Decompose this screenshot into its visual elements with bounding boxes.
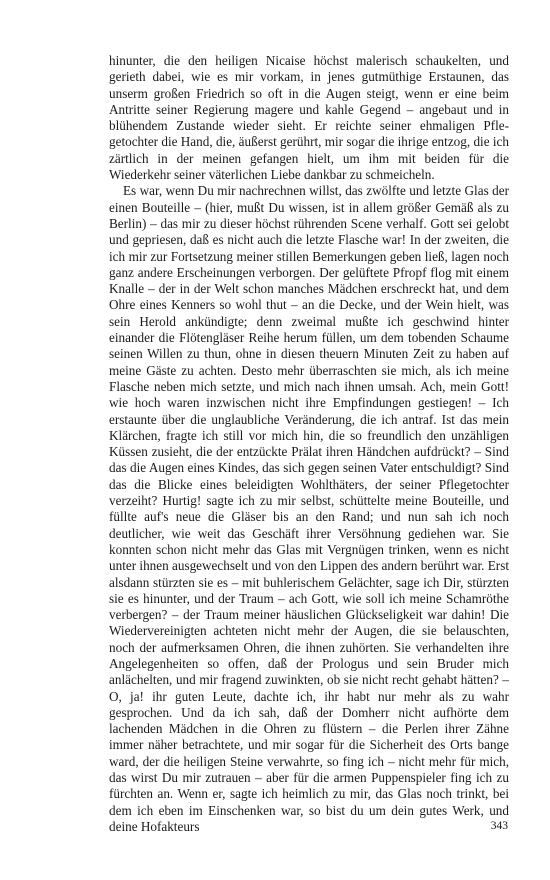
body-text	[109, 53, 509, 835]
paragraph: Es war, wenn Du mir nachrechnen willst, das zwölfte und letzte Glas der einen Bouteille – (hier, mußt Du wissen, ist in allem größer Gemäß als zu Berlin) – das mir zu dieser höchst rührenden Scene verhalf. Gott sei gelobt und gepriesen, daß es nicht auch die letzte Flasche war! In der zweiten, die ich mir zur Fortsetzung meiner stillen Bemerkungen geben ließ, lagen noch ganz andere Erscheinungen verborgen. Der gelüftete Pfropf flog mit einem Knalle – der in der Welt schon manches Mädchen erschreckt hat, und dem Ohre eines Kenners so wohl thut – an die Decke, und der Wein hielt, was sein Herold ankündigte; denn zweimal mußte ich geschwind hinter einander die Flötengläser Reihe herum füllen, um dem tobenden Schaume seinen Willen zu thun, ohne in diesen theuern Minuten Zeit zu haben auf meine Gäste zu achten. Desto mehr überraschten sie mich, als ich meine Flasche neben mich setzte, und mich nach ihnen umsah. Ach, mein Gott! wie hoch waren inzwischen nicht ihre Empfindungen gestiegen! – Ich erstaunte über die unglaubliche Veränderung, die ich antraf. Ist das mein Klärchen, fragte ich still vor mich hin, die so freundlich den unzähligen Küssen zusieht, die der entzückte Prälat ihren Händchen aufdrückt? – Sind das die Augen eines Kindes, das sich gegen seinen Vater entschuldigt? Sind das die Blicke eines beleidigten Wohlthäters, der seiner Pflegetochter verzeiht? Hurtig! sagte ich zu mir selbst, schüttelte meine Bouteille, und füllte auf's neue die Gläser bis an den Rand; und nun sah ich noch deutlicher, wie weit das Geschäft ihrer Versöhnung gediehen war. Sie konnten schon nicht mehr das Glas mit Vergnügen trinken, wenn es nicht unter ihnen ausgewechselt und von den Lippen des andern berührt war. Erst alsdann stürzten sie es – mit buhlerischem Gelächter, sage ich Dir, stürzten sie es hinunter, und der Traum – ach Gott, wie soll ich meine Schamröthe verbergen? – der Traum meiner häuslichen Glückseligkeit war dahin! Die Wiedervereinigten achteten nicht mehr der Augen, die sie belauschten, noch der aufmerksamen Ohren, die ihnen zuhörten. Sie verhandelten ihre Angelegenheiten so offen, daß der Prologus und sein Bruder mich anlächelten, und mir fragend zuwinkten, ob sie nicht recht gehabt hätten? – O, ja! ihr guten Leute, dachte ich, ihr habt nur mehr als zu wahr gesprochen. Und da ich sah, daß der Domherr nicht aufhörte dem lachenden Mädchen in die Ohren zu flüstern – die Perlen ihrer Zähne immer näher betrachtete, und mir sogar für die Sicherheit des Orts bange ward, der die heiligen Steine verwahrte, so fing ich – nicht mehr für mich, das wirst Du mir zutrauen – aber für die armen Puppenspieler fing ich zu fürchten an. Wenn er, sagte ich heimlich zu mir, das Glas noch trinkt, bei dem ich eben im Einschenken war, so bist du um dein gutes Werk, und deine Hofakteurs	[109, 183, 509, 834]
page-number: 343	[490, 820, 508, 832]
paragraph-continuation: hinunter, die den heiligen Nicaise höchst malerisch schaukelten, und gerieth dabei, wie es mir vorkam, in jenes gutmüthige Erstaunen, das unserm großen Friedrich so oft in die Augen steigt, wenn er eine beim Antritte seiner Regierung magere und kahle Gegend – angebaut und in blühendem Zustande wieder sieht. Er reichte seiner ehmaligen Pflegetochter die Hand, die, äußerst gerührt, mir sogar die ihrige entzog, die ich zärtlich in der meinen gefangen hielt, um ihm mit beiden für die Wiederkehr seiner väterlichen Liebe dankbar zu schmeicheln.	[109, 53, 509, 183]
